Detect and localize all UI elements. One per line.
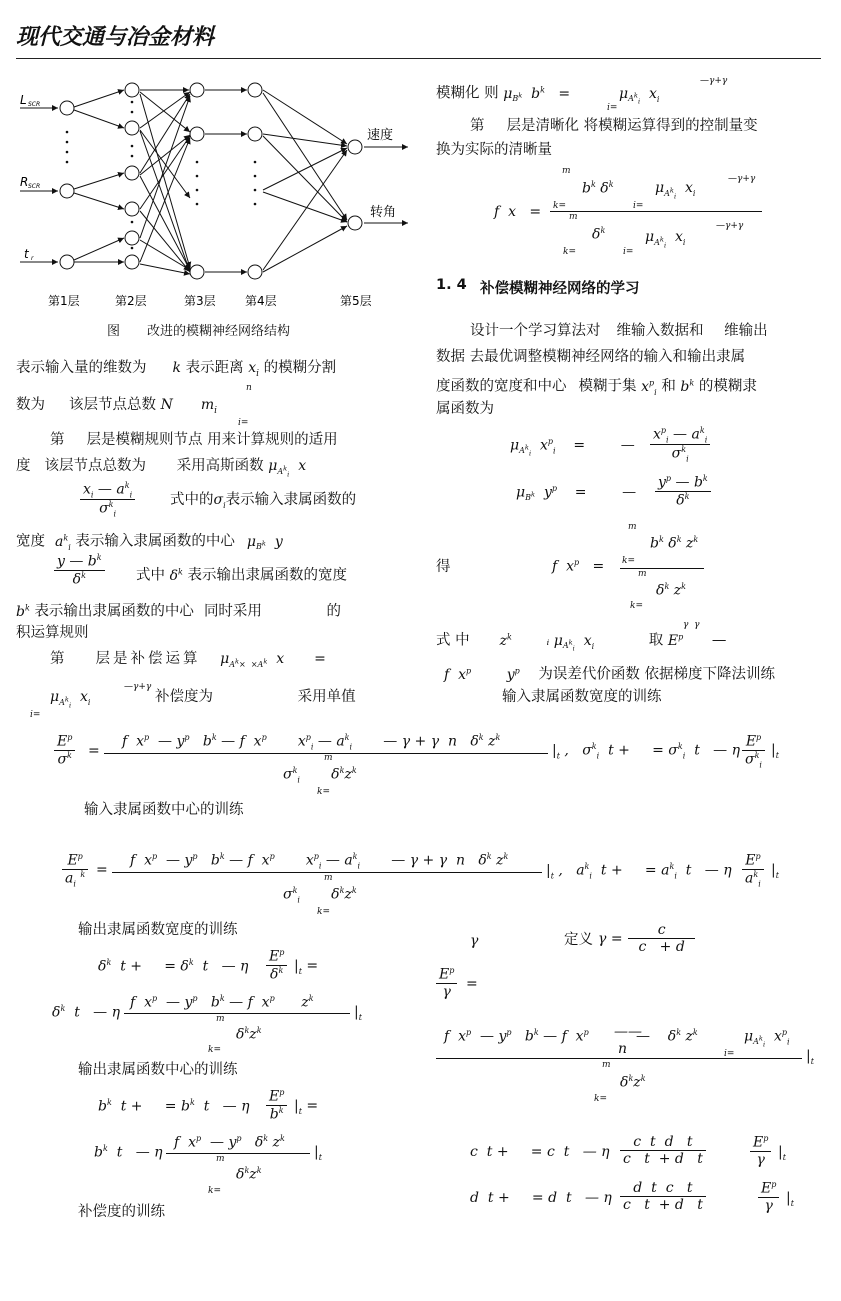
bottom-label-3: 输出隶属函数中心的训练 xyxy=(78,1062,238,1078)
left-line-11: $\mu_{A^k_i}$ $x_i$ 补偿度为 采用单值 xyxy=(50,689,356,710)
right-line-3: 换为实际的清晰量 xyxy=(436,142,552,158)
left-line-1: 表示输入量的维数为 k 表示距离 $x_i$ 的模糊分割 xyxy=(16,360,337,379)
right-line-6: 度函数的宽度和中心 模糊于集 $x^p_i$ 和 $b^k$ 的模糊隶 xyxy=(436,378,757,397)
bottom-label-2: 输出隶属函数宽度的训练 xyxy=(78,922,238,938)
left-line-4: 度 该层节点总数为 采用高斯函数 $\mu_{A^k_i}$ x xyxy=(16,458,307,479)
journal-header: 现代交通与冶金材料 xyxy=(16,25,215,50)
right-line-10: f $x^p$ $y^p$ 为误差代价函数 依据梯度下降法训练 xyxy=(444,666,775,683)
network-figure xyxy=(14,72,414,317)
right-line-8: 得 xyxy=(436,559,451,575)
layer-label-5: 第5层 xyxy=(340,294,372,308)
right-line-5: 数据 去最优调整模糊神经网络的输入和输出隶属 xyxy=(436,349,746,365)
left-line-8: $b^k$ 表示输出隶属函数的中心 同时采用 的 xyxy=(16,603,342,620)
right-line-11: 输入隶属函数宽度的训练 xyxy=(502,689,662,705)
output-label-angle: 转角 xyxy=(370,205,397,220)
right-line-9: 式 中 $z^k$ ᵢ $\mu_{A^k_i}$ $x_i$ 取 $E^p$ — xyxy=(436,632,727,654)
sum-n: n xyxy=(246,383,252,393)
layer-label-1: 第1层 xyxy=(48,294,80,308)
layer-label-2: 第2层 xyxy=(115,294,147,308)
layer-label-3: 第3层 xyxy=(184,294,216,308)
left-line-5: 式中的$\sigma_i$表示输入隶属函数的 xyxy=(170,492,357,510)
right-line-1: 模糊化 则 $\mu_{B^k}$ $b^k$ = $\mu_{A^k_i}$ $x_i$ xyxy=(436,85,660,107)
bottom-label-1: 输入隶属函数中心的训练 xyxy=(84,802,244,818)
input-label-1: L xyxy=(20,93,27,107)
right-line-7: 属函数为 xyxy=(436,401,494,417)
left-line-2: 数为 该层节点总数 N $m_i$ xyxy=(16,397,218,416)
input-sub-2: SCR xyxy=(28,183,41,190)
figure-caption: 改进的模糊神经网络结构 xyxy=(147,324,291,339)
gauss-frac: $\frac{x_i — a^k_i}{\sigma^k_i}$ xyxy=(80,481,135,519)
input-sub-3: r xyxy=(31,255,34,262)
left-line-7: 式中 $\delta^k$ 表示输出隶属函数的宽度 xyxy=(136,567,348,584)
left-line-10: 第 层是补偿运算 $\mu_{A^k\times \times A^k}$ x = xyxy=(50,651,329,669)
left-line-9: 积运算规则 xyxy=(16,625,89,641)
gamma-define: 定义 xyxy=(564,932,593,948)
left-line-3: 第 层是模糊规则节点 用来计算规则的适用 xyxy=(50,432,338,448)
section-title: 补偿模糊神经网络的学习 xyxy=(480,281,640,297)
right-line-2: 第 层是清晰化 将模糊运算得到的控制量变 xyxy=(470,118,758,134)
right-line-4: 设计一个学习算法对 维输入数据和 维输出 xyxy=(470,323,768,339)
input-label-3: t xyxy=(24,247,29,261)
input-sub-1: SCR xyxy=(28,101,41,108)
output-frac: $\frac{y — b^k}{\delta^k}$ xyxy=(54,553,105,587)
bottom-label-4: 补偿度的训练 xyxy=(78,1204,165,1220)
header-rule xyxy=(16,58,821,59)
figure-caption-label: 图 xyxy=(107,324,121,339)
left-line-6: 宽度 $a^k_i$ 表示输入隶属函数的中心 $\mu_{B^k}$ y xyxy=(16,533,283,552)
output-label-speed: 速度 xyxy=(367,128,394,143)
layer-label-4: 第4层 xyxy=(245,294,277,308)
input-label-2: R xyxy=(20,175,29,189)
section-number: 1. 4 xyxy=(436,277,467,293)
